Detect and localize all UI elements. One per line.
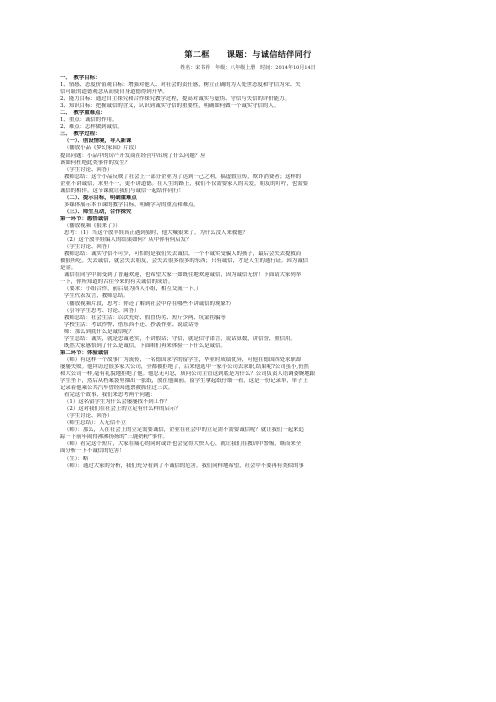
text-line: （二）、提示目标，明确重难点: [64, 194, 137, 201]
text-line: 信可耻的道德观念从而使自身道德得到升华。: [60, 89, 168, 96]
text-line: 该如何杜绝此类事件的发生？: [60, 159, 131, 166]
text-line: 教师总结：社会生活：以次充好、假冒伪劣、短斤少两、坑蒙拐骗等: [64, 314, 226, 321]
text-line: 2、难点：怎样做到诚信。: [60, 124, 123, 131]
text-line: 学校生活：考试作弊、借东西不还、抄袭作业、说谎话等: [64, 321, 199, 328]
text-line: 二、 教学重难点：: [60, 110, 106, 117]
text-line: 提出问题：小品中的房产开发商在经营中出现了什么问题？应: [60, 152, 206, 159]
text-line: 面分析一下不诚信的危害！: [60, 448, 125, 455]
text-line: 屡屡失败。他拜访过很多家大公司，全都被拒绝了，后来他选中一家小公司去求职,结果呢?公司虽小,仍然: [60, 363, 309, 370]
text-line: （师）：那么，人在社会上的立足需要诚信，企业在社会中的立足需不需要诚信呢？就让我们一起来追: [64, 427, 304, 434]
text-line: 2、能力目标：通过自主探究和合作探究教学过程，提高对诚实与虚伪、守信与失信的评价能力。: [60, 96, 290, 103]
document-meta: 姓名：宋书荐 年级：八年级上册 时间：2014年10月14日: [180, 65, 316, 71]
text-line: 诚信在同学中间受到了普遍欢迎，也希望大家一如既往地欢迎诚信，因为诚信无价！下面请大家列举: [64, 272, 302, 279]
text-line: 多媒体展示本节课的教学目标，明确学习的重点和难点。: [64, 201, 199, 208]
text-line: （学生讨论、回答）: [64, 413, 113, 420]
text-line: （三）、师生互动，合作探究: [64, 208, 132, 215]
text-line: 一、 教学目标：: [60, 75, 101, 81]
text-line: （学生讨论、回答）: [64, 166, 113, 173]
text-line: （2）这对我们在社会上的立足有什么样的启示？: [64, 406, 181, 413]
text-line: 踪一下前年闹得沸沸扬扬的“三鹿奶粉”事件。: [60, 434, 168, 441]
text-line: 1、重点：诚信的作用。: [60, 117, 118, 124]
text-line: （1）这名留学生为什么会屡屡找不到工作？: [64, 399, 170, 406]
text-line: 1、情感、态度价值观目标：增强对他人、对社会的责任感，树立正确的为人处世态度和守信为荣、失: [60, 82, 301, 89]
text-line: （播放视频《狼来了》）: [64, 222, 121, 229]
text-line: 诚信的相伴。这节课就让我们与诚信一起结伴同行！: [60, 187, 184, 194]
text-line: （一）、创设情境，导入新课: [64, 138, 132, 145]
text-line: 学生坐下，然后从档案袋里抽出一张纸，放在他面前。留学生拿起纸仔细一看，这是一份记录单，单子上: [60, 378, 308, 385]
text-line: 看完这个故事，我们来思考两个问题：: [64, 392, 156, 399]
text-line: （师）：通过大家的分析，我们充分看到了不诚信的危害，我们同样地希望，社会中不要再有类似的事: [64, 462, 304, 469]
text-line: 学生总结：诚实，就是忠诚老实，不讲假话；守信，就是信守诺言，说话算数，讲信誉，重信用。: [64, 335, 296, 342]
text-line: 一下，你所知道的古往今来的有关诚信的成语。: [60, 279, 174, 286]
text-line: 3、知识目标：把握诚信的含义，认识到诚实守信的重要性，明确如何做一个诚实守信的人。: [60, 103, 280, 110]
text-line: 既然大家感悟到了什么是诚信，下面咱们再来体验一下什么是诚信。: [64, 342, 226, 349]
text-line: 教师总结：这个小品反映了社会上一部分企业为了达到一己之利，搞虚假宣传，欺诈消费者；这样的: [64, 173, 302, 180]
text-line: （引导学生思考、讨论、回答）: [64, 307, 140, 314]
text-line: （2）这个放羊娃编人的结果如何？从中你有何启发？: [64, 237, 192, 244]
text-line: 师：那么到底什么是诚信呢？: [64, 328, 135, 335]
text-line: （师）看完这个短片，大家在痛心的同时或许也会觉得大快人心，就让我们在教训中警惕，继而来全: [64, 441, 302, 448]
text-line: 企业不讲诚信，求里不一，更不讲道德。在人生的路上，我们不仅需要家人的关爱，朋友的叮咛，也需要: [60, 180, 308, 187]
document-title: 第二框 课题：与诚信结伴同行: [184, 49, 312, 59]
text-line: 被狼所吃。失去诚信，就会失去朋友，会失去很多很多的东西；只有诚信，才是人生的通行证。因为诚信: [60, 258, 308, 265]
text-line: 是金。: [60, 265, 77, 272]
text-line: （播放小品《梦幻家园》片段）: [64, 145, 140, 152]
text-line: （要求：小组合作，前后桌为四人小组，相互交流一下。）: [64, 286, 202, 293]
text-line: （师生总结）：人无信不立: [64, 420, 126, 427]
text-line: 学生代表发言，教师总结。: [64, 293, 129, 300]
text-line: 教师总结：诚实守信不可少，可怕的是我们失去诚信，一个不诚实受骗人的孩子，最后会失去提救而: [64, 251, 302, 258]
text-line: （生）：略: [64, 455, 89, 462]
text-line: 第二环节：体验诚信: [60, 349, 109, 356]
text-line: （学生讨论、回答）: [64, 244, 113, 251]
text-line: 和大公司一样,毫有礼貌地拒绝了他。他忍无可忍，质问公司主管这到底是为什么？公司负责人语调委婉地跟: [60, 370, 316, 377]
text-line: （师）有这样一个故事广为流传，一名德国求学的留学生，毕业时成绩优异，可他在德国四处求职却: [64, 356, 302, 363]
text-line: （播放视频片段，思考：你还了解到社会中存在哪些不讲诚信的现象?）: [64, 300, 234, 307]
document-body: [60, 75, 438, 470]
text-line: 第一环节：感悟诚信: [60, 215, 109, 222]
text-line: 思考：（1）当这个放羊娃真正遇到狼时，他大喊狼来了，为什么没人来救他？: [64, 230, 249, 237]
text-line: 记录着他乘公共汽车曾经因逃票被抓住过三次。: [60, 385, 174, 392]
text-line: 三、 教学过程：: [60, 131, 101, 138]
